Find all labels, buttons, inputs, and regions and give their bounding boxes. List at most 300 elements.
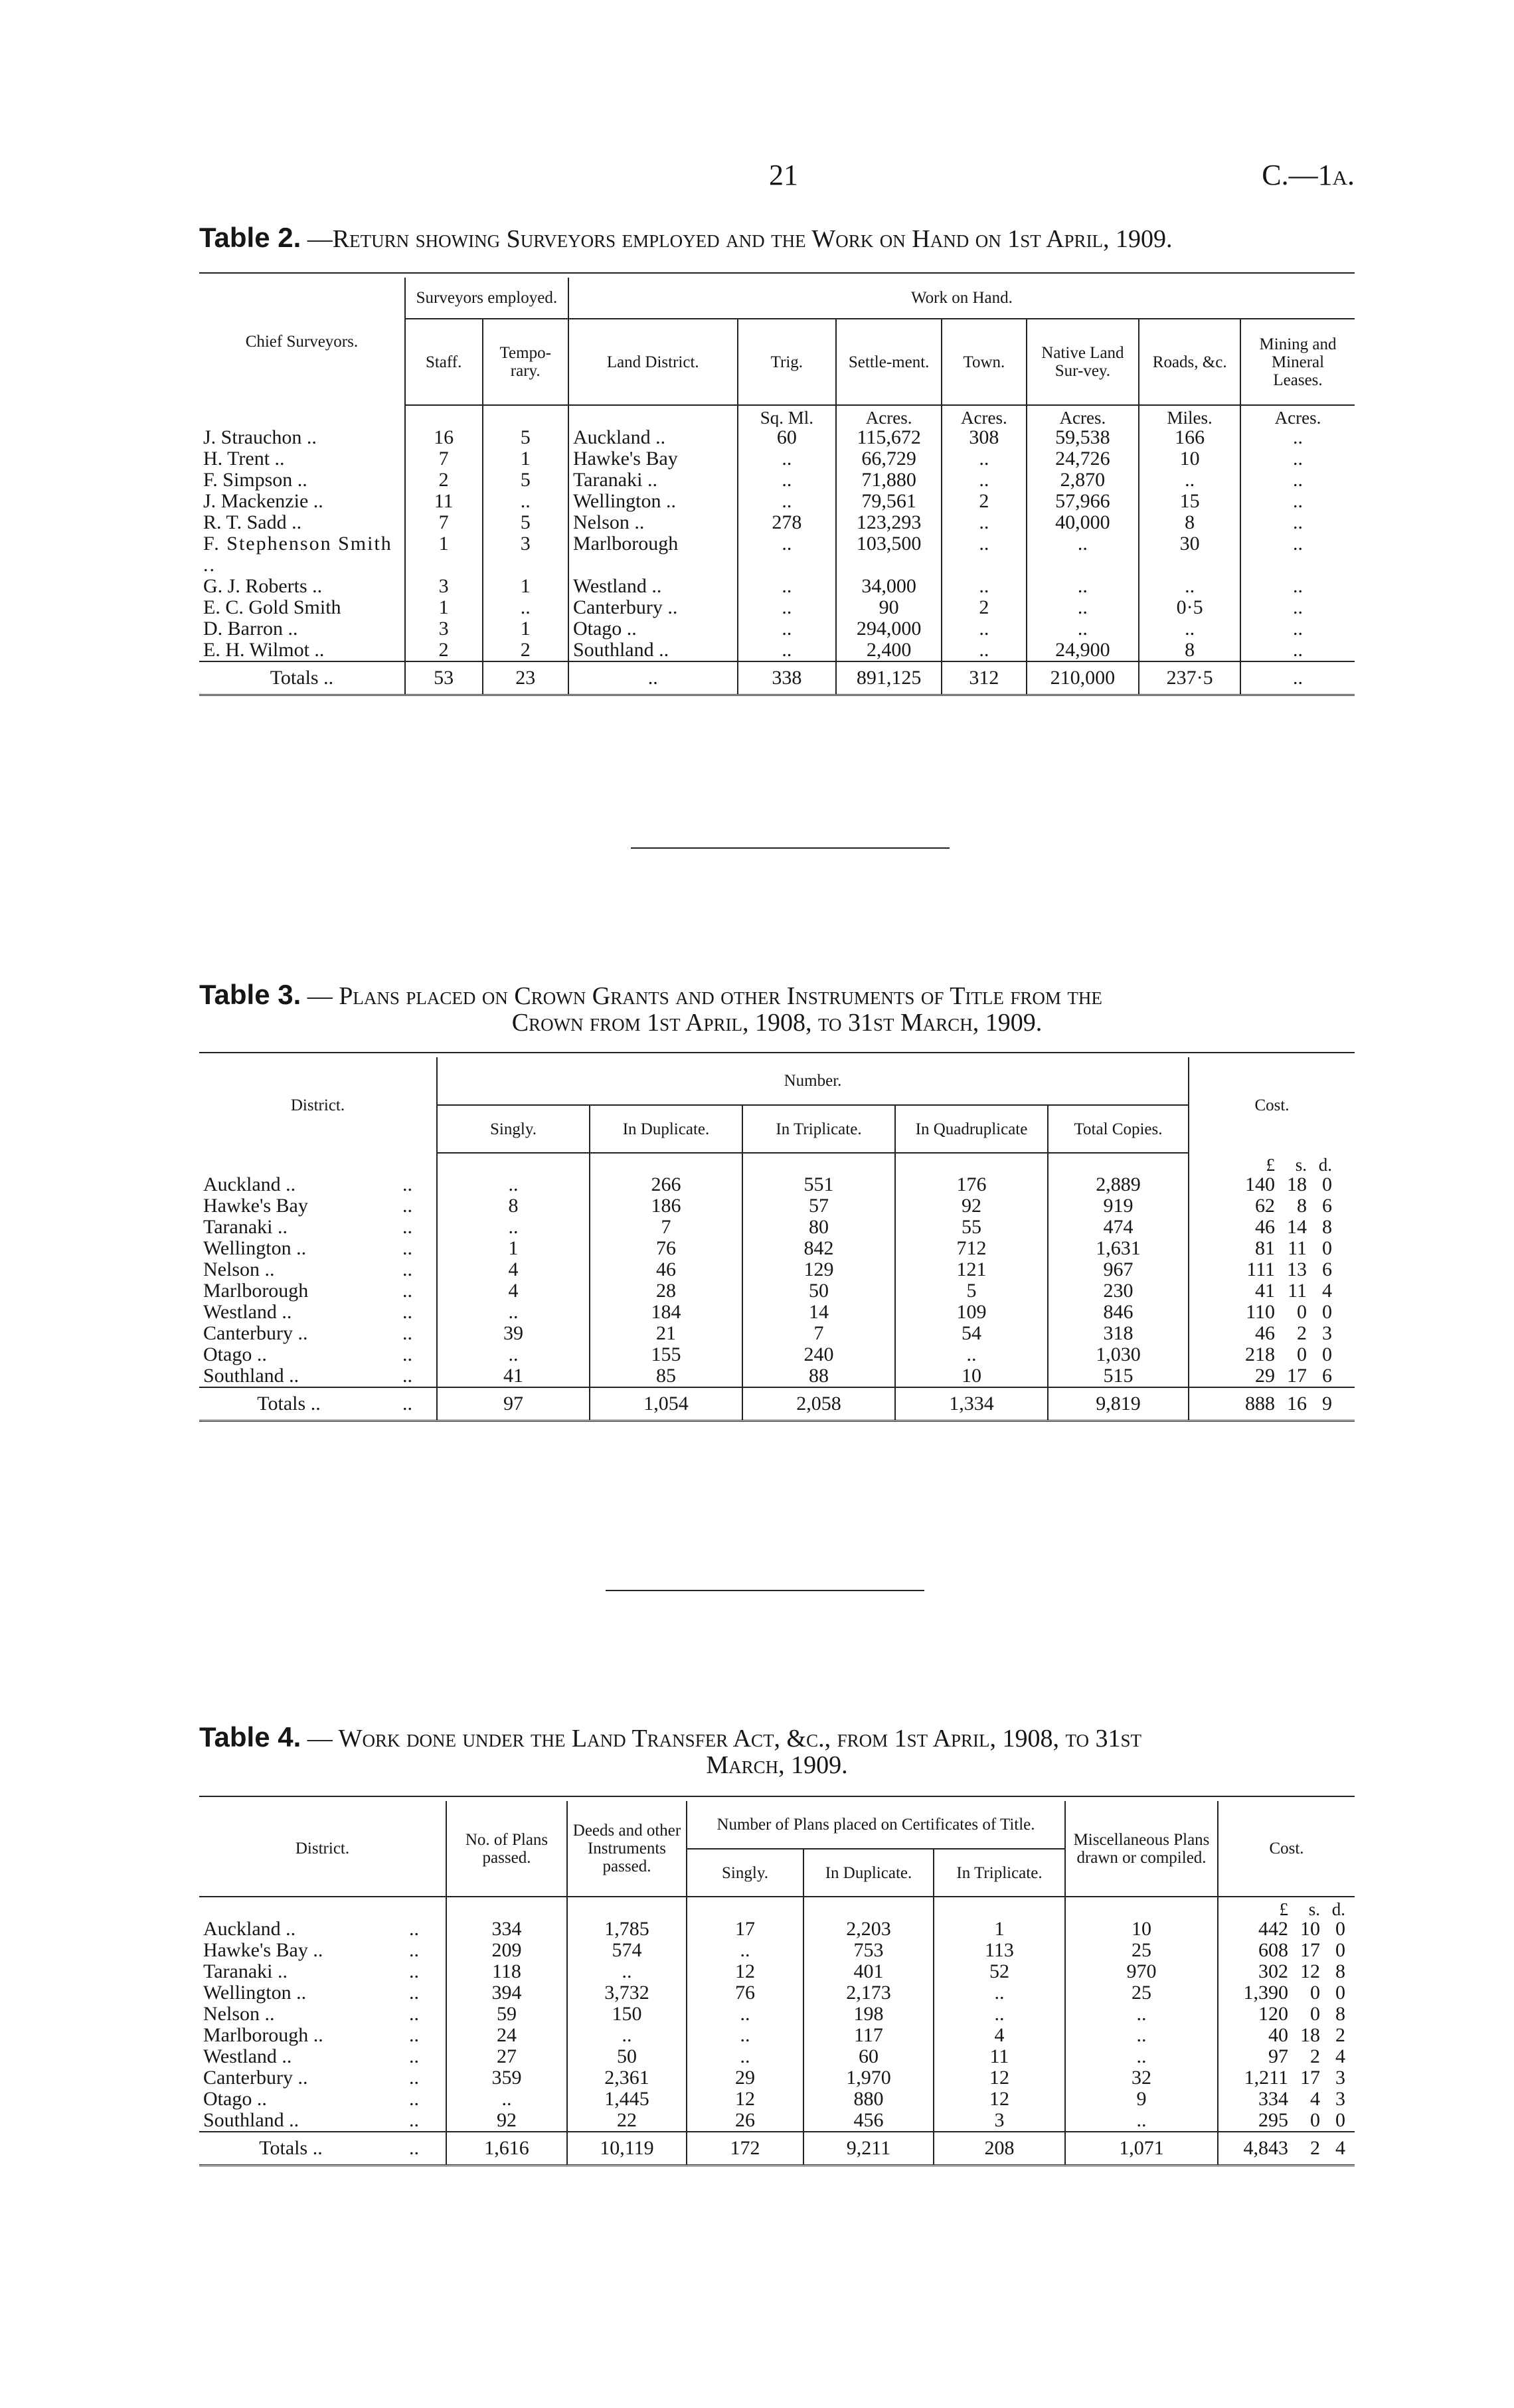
table4-leader-dots: .. [409,2110,419,2131]
table3-leader-dots: .. [402,1344,412,1365]
table3-singly: .. [437,1302,590,1323]
table3-col-quadruplicate: In Quadruplicate [895,1105,1048,1153]
table3-cost-shillings: 13 [1287,1259,1307,1280]
table3-singly: .. [437,1174,590,1195]
table4-plans-passed: 24 [446,2025,567,2046]
table2-temporary: 1 [483,618,568,640]
table2-land-district: Hawke's Bay [572,448,678,470]
table2-row [199,533,1355,576]
table3-cost-shillings: 0 [1297,1344,1307,1365]
table4-duplicate: 753 [803,1940,934,1961]
table2-body [199,427,1355,661]
table2-native: .. [1027,618,1139,640]
table2-surveyor-name: J. Strauchon .. [203,427,317,448]
table2-land-district: Nelson .. [572,512,645,533]
table2-temporary: 5 [483,470,568,491]
table4-deeds: 50 [567,2046,687,2067]
table3-total-copies: 318 [1048,1323,1189,1344]
table3-grid [199,1057,1355,1422]
table3-total-pence: 9 [1322,1393,1333,1415]
table2-trig: .. [738,470,837,491]
table3-duplicate: 76 [590,1238,742,1259]
table4-singly: 76 [687,1982,803,2004]
table3-quadruplicate: 109 [895,1302,1048,1323]
table3-singly: .. [437,1344,590,1365]
table4-cost-unit-pence: d. [1331,1899,1345,1919]
table3-cost-pence: 6 [1322,1259,1333,1280]
table3-singly: 1 [437,1238,590,1259]
table4-cost-cell [1218,2067,1355,2089]
table4-misc: .. [1065,2025,1218,2046]
table2-settlement: 294,000 [836,618,942,640]
table4-duplicate: 2,203 [803,1919,934,1940]
table2-trig: 60 [738,427,837,448]
table3-title-line1: — Plans placed on Crown Grants and other Instruments of Title from the [307,982,1102,1010]
page-header [199,158,1355,198]
table4-units-row [199,1897,1355,1919]
table4-duplicate: 198 [803,2004,934,2025]
table2-staff: 7 [405,512,483,533]
table4-row [199,2089,1355,2110]
table4-totals-row [199,2132,1355,2166]
table4-totals-label: Totals .. [199,2132,382,2166]
table4-cost-pence: 3 [1335,2089,1345,2110]
table4-total-shillings: 2 [1310,2137,1320,2159]
table3-triplicate: 842 [742,1238,895,1259]
table2-surveyor-name: E. H. Wilmot .. [203,640,325,661]
table2-town: .. [942,470,1026,491]
table2-total-district: .. [568,661,738,695]
table2-col-settlement: Settle-ment. [836,319,942,405]
table3-quadruplicate: 92 [895,1195,1048,1217]
table4-total-pounds: 4,843 [1243,2137,1288,2159]
section-divider [606,1590,924,1591]
table3-district: Wellington .. [203,1238,307,1259]
table2-town: 308 [942,427,1026,448]
table2-mining: .. [1240,597,1355,618]
table4-plans-passed: 209 [446,1940,567,1961]
table2-total-native: 210,000 [1027,661,1139,695]
table4-cost-shillings: 10 [1300,1919,1320,1940]
table4-plans-passed: 92 [446,2110,567,2132]
table2-roads: 30 [1139,533,1240,576]
table3-quadruplicate: .. [895,1344,1048,1365]
table3-leader-dots: .. [402,1280,412,1302]
table2-settlement: 2,400 [836,640,942,661]
table3-total-copies: 515 [1048,1365,1189,1387]
table4-col-duplicate: In Duplicate. [803,1849,934,1897]
table2-trig: .. [738,640,837,661]
table3-cost-pence: 6 [1322,1365,1333,1387]
table2-mining: .. [1240,470,1355,491]
table4-cost-pence: 3 [1335,2067,1345,2089]
table3-cost-unit-shillings: s. [1295,1155,1307,1174]
table4-deeds: 3,732 [567,1982,687,2004]
table3-cost-shillings: 8 [1297,1195,1307,1217]
table2-roads: 166 [1139,427,1240,448]
table4-misc: 25 [1065,1982,1218,2004]
table3-district: Marlborough [203,1280,309,1302]
table3-leader-dots: .. [402,1195,412,1217]
table4-misc: .. [1065,2046,1218,2067]
table4-plans-passed: 359 [446,2067,567,2089]
table3-cost-shillings: 14 [1287,1217,1307,1238]
table3-leader-dots: .. [402,1323,412,1344]
table2-mining: .. [1240,640,1355,661]
table2-staff: 3 [405,618,483,640]
table3-row [199,1238,1355,1259]
table2-surveyor-name: J. Mackenzie .. [203,491,323,512]
table3-body [199,1174,1355,1387]
table4-col-triplicate: In Triplicate. [934,1849,1065,1897]
table3-cost-cell [1189,1174,1355,1195]
table4-triplicate: 3 [934,2110,1065,2132]
table4-cost-pounds: 120 [1258,2004,1288,2025]
table4-triplicate: 4 [934,2025,1065,2046]
table3-col-number-group: Number. [437,1057,1189,1105]
table4-col-deeds: Deeds and other Instruments passed. [567,1801,687,1897]
table4-district: Wellington .. [203,1982,307,2004]
table3-cost-shillings: 11 [1288,1238,1307,1259]
table3-singly: 8 [437,1195,590,1217]
table3-row [199,1323,1355,1344]
table3-top-rule [199,1052,1355,1053]
table3-district: Hawke's Bay [203,1195,308,1217]
table2-col-chief: Chief Surveyors. [245,332,359,351]
table3-total-copies: 967 [1048,1259,1189,1280]
table4-singly: 12 [687,2089,803,2110]
table4-label: Table 4. [199,1721,301,1753]
table4-duplicate: 456 [803,2110,934,2132]
table4-leader-dots: .. [409,2046,419,2067]
table3-leader-dots: .. [402,1365,412,1387]
table2-trig: 278 [738,512,837,533]
table3-total-copies: 1,030 [1048,1344,1189,1365]
table3-col-triplicate: In Triplicate. [742,1105,895,1153]
table4-cost-pence: 4 [1335,2046,1345,2067]
table3-quadruplicate: 55 [895,1217,1048,1238]
table4-leader-dots: .. [409,1940,419,1961]
table3 [199,1057,1355,1422]
table4-cost-pounds: 302 [1258,1961,1288,1982]
table2-col-land-district: Land District. [568,319,738,405]
table2-town: .. [942,512,1026,533]
document-reference: C.—1a. [1262,159,1355,191]
table4-row [199,2025,1355,2046]
table2-land-district: Taranaki .. [572,470,657,491]
table2-native: 2,870 [1027,470,1139,491]
table3-triplicate: 57 [742,1195,895,1217]
table4-col-plans-passed: No. of Plans passed. [446,1801,567,1897]
table4-triplicate: 12 [934,2089,1065,2110]
table4-district: Auckland .. [203,1919,296,1940]
table2-staff: 2 [405,640,483,661]
table4-leader-dots: .. [409,1982,419,2004]
table2-settlement: 103,500 [836,533,942,576]
table4-singly: 17 [687,1919,803,1940]
table2-col-trig: Trig. [738,319,837,405]
table4-misc: .. [1065,2110,1218,2132]
table3-total-copies: 1,631 [1048,1238,1189,1259]
table2-unit: Miles. [1139,405,1240,427]
table4-total-duplicate: 9,211 [803,2132,934,2166]
table2-surveyor-name: F. Simpson .. [203,470,307,491]
table4-row [199,1982,1355,2004]
table2-land-district: Auckland .. [572,427,666,448]
table2-row [199,427,1355,448]
table4-total-pence: 4 [1335,2137,1345,2159]
table2-row [199,470,1355,491]
table4-singly: .. [687,2025,803,2046]
table4-row [199,2004,1355,2025]
table4-col-district: District. [295,1840,350,1857]
table4-cost-shillings: 4 [1310,2089,1320,2110]
table3-cost-unit-pence: d. [1318,1155,1333,1174]
section-divider [631,847,950,849]
table2-temporary: .. [483,491,568,512]
table2-mining: .. [1240,576,1355,597]
table4-deeds: 1,785 [567,1919,687,1940]
table3-row [199,1174,1355,1195]
table4-cost-pounds: 1,390 [1243,1982,1288,2004]
table2-label: Table 2. [199,222,301,253]
table3-singly: 4 [437,1280,590,1302]
table2-surveyor-name: H. Trent .. [203,448,285,470]
table4-misc: 32 [1065,2067,1218,2089]
table3-leader-dots: .. [402,1302,412,1323]
table4-district: Marlborough .. [203,2025,323,2046]
table2-native: 24,900 [1027,640,1139,661]
table4-deeds: 2,361 [567,2067,687,2089]
table4-duplicate: 2,173 [803,1982,934,2004]
table4-cost-cell [1218,1940,1355,1961]
table3-quadruplicate: 54 [895,1323,1048,1344]
table4-cost-pence: 0 [1335,1982,1345,2004]
table4-leader-dots: .. [409,2067,419,2089]
table3-cost-pence: 3 [1322,1323,1333,1344]
table2-title: —Return showing Surveyors employed and the Work on Hand on 1st April, 1909. [307,225,1173,253]
table2-unit: Acres. [836,405,942,427]
table2-unit: Acres. [942,405,1026,427]
table4-district: Hawke's Bay .. [203,1940,323,1961]
table2-col-work-group: Work on Hand. [568,278,1355,319]
table4-title-line2: March, 1909. [706,1751,848,1779]
table2-settlement: 123,293 [836,512,942,533]
table2-roads: 15 [1139,491,1240,512]
table3-col-total-copies: Total Copies. [1048,1105,1189,1153]
table3-duplicate: 85 [590,1365,742,1387]
table3-triplicate: 14 [742,1302,895,1323]
table4 [199,1801,1355,2166]
table4-deeds: 1,445 [567,2089,687,2110]
table4-cost-pounds: 40 [1268,2025,1288,2046]
table4-district: Otago .. [203,2089,267,2110]
table4-leader-dots: .. [409,1961,419,1982]
table2 [199,278,1355,696]
table3-district: Canterbury .. [203,1323,308,1344]
table2-surveyor-name: G. J. Roberts .. [203,576,323,597]
table3-cost-pounds: 140 [1245,1174,1276,1195]
table3-duplicate: 7 [590,1217,742,1238]
table4-cost-cell [1218,2025,1355,2046]
table3-totals-label: Totals .. [199,1387,378,1421]
table4-triplicate: 12 [934,2067,1065,2089]
table4-col-misc: Miscellaneous Plans drawn or compiled. [1065,1801,1218,1897]
table3-duplicate: 46 [590,1259,742,1280]
table4-cost-pence: 0 [1335,1919,1345,1940]
table4-leader-dots: .. [409,1919,419,1940]
table2-grid [199,278,1355,696]
table4-cost-shillings: 0 [1310,2110,1320,2131]
table3-triplicate: 80 [742,1217,895,1238]
table4-deeds: 150 [567,2004,687,2025]
table3-total-copies: 919 [1048,1195,1189,1217]
table4-cost-pence: 0 [1335,1940,1345,1961]
table3-quadruplicate: 712 [895,1238,1048,1259]
table4-cost-pounds: 608 [1258,1940,1288,1961]
table3-cost-cell [1189,1217,1355,1238]
table3-cost-shillings: 11 [1288,1280,1307,1302]
table4-singly: 29 [687,2067,803,2089]
table3-title-line2: Crown from 1st April, 1908, to 31st March, 1909. [511,1009,1043,1037]
table4-cost-cell [1218,1919,1355,1940]
table4-title-line1: — Work done under the Land Transfer Act, &c., from 1st April, 1908, to 31st [307,1725,1142,1753]
table2-row [199,640,1355,661]
table3-cost-pounds: 41 [1255,1280,1276,1302]
table4-plans-passed: 394 [446,1982,567,2004]
table3-cost-cell [1189,1259,1355,1280]
table2-town: .. [942,576,1026,597]
table2-surveyor-name: D. Barron .. [203,618,298,640]
table2-staff: 7 [405,448,483,470]
table2-mining: .. [1240,512,1355,533]
table4-deeds: 574 [567,1940,687,1961]
table2-col-native: Native Land Sur-vey. [1027,319,1139,405]
table2-mining: .. [1240,618,1355,640]
table2-row [199,512,1355,533]
table4-cost-cell [1218,2046,1355,2067]
table4-cost-unit-shillings: s. [1308,1899,1320,1919]
table4-cost-cell [1218,2110,1355,2132]
table3-district: Taranaki .. [203,1217,288,1238]
table4-triplicate: 52 [934,1961,1065,1982]
table4-cost-pounds: 442 [1258,1919,1288,1940]
table3-quadruplicate: 176 [895,1174,1048,1195]
table2-units-row [199,405,1355,427]
table2-trig: .. [738,597,837,618]
table2-staff: 3 [405,576,483,597]
table2-temporary: 2 [483,640,568,661]
table2-total-temporary: 23 [483,661,568,695]
table3-cost-pence: 6 [1322,1195,1333,1217]
table2-total-mining: .. [1240,661,1355,695]
table2-mining: .. [1240,491,1355,512]
table3-row [199,1344,1355,1365]
table4-leader-dots: .. [409,2004,419,2025]
table2-row [199,491,1355,512]
table4-duplicate: 117 [803,2025,934,2046]
table4-district: Westland .. [203,2046,292,2067]
table3-leader-dots: .. [402,1238,412,1259]
table2-land-district: Westland .. [572,576,662,597]
table3-duplicate: 28 [590,1280,742,1302]
table4-cost-pounds: 97 [1268,2046,1288,2067]
table2-mining: .. [1240,533,1355,576]
table2-staff: 16 [405,427,483,448]
table3-row [199,1217,1355,1238]
table4-misc: 25 [1065,1940,1218,1961]
table4-cost-cell [1218,2004,1355,2025]
table4-caption [199,1721,1355,1779]
table4-top-rule [199,1796,1355,1797]
table2-roads: 8 [1139,512,1240,533]
table3-cost-pounds: 110 [1246,1302,1276,1323]
table3-district: Westland .. [203,1302,292,1323]
table3-leader-dots: .. [402,1259,412,1280]
table3-total-copies: 9,819 [1048,1387,1189,1421]
table2-temporary: 3 [483,533,568,576]
table3-cost-pence: 0 [1322,1238,1333,1259]
table4-row [199,1961,1355,1982]
table3-col-cost: Cost. [1189,1057,1355,1153]
table2-settlement: 66,729 [836,448,942,470]
table3-cost-shillings: 17 [1287,1365,1307,1387]
table3-cost-shillings: 18 [1287,1174,1307,1195]
table4-total-triplicate: 208 [934,2132,1065,2166]
table4-triplicate: 1 [934,1919,1065,1940]
table2-temporary: 1 [483,576,568,597]
table2-col-staff: Staff. [405,319,483,405]
table4-cost-shillings: 17 [1300,2067,1320,2089]
table2-row [199,576,1355,597]
table4-leader-dots: .. [409,2025,419,2046]
table3-total-copies: 230 [1048,1280,1189,1302]
table3-total-duplicate: 1,054 [590,1387,742,1421]
table4-cost-pence: 8 [1335,2004,1345,2025]
table4-cost-pence: 2 [1335,2025,1345,2046]
table2-land-district: Marlborough [572,533,679,555]
table3-total-singly: 97 [437,1387,590,1421]
table3-cost-pounds: 46 [1255,1217,1276,1238]
table2-town: 2 [942,597,1026,618]
table3-duplicate: 155 [590,1344,742,1365]
table2-town: .. [942,618,1026,640]
table4-grid [199,1801,1355,2166]
table2-surveyor-name: F. Stephenson Smith .. [203,533,392,576]
table3-duplicate: 184 [590,1302,742,1323]
table2-total-settlement: 891,125 [836,661,942,695]
table4-deeds: .. [567,2025,687,2046]
table4-duplicate: 1,970 [803,2067,934,2089]
table4-district: Taranaki .. [203,1961,288,1982]
table3-cost-pounds: 62 [1255,1195,1276,1217]
table4-col-cost: Cost. [1218,1801,1355,1897]
table2-totals-row [199,661,1355,695]
table3-triplicate: 129 [742,1259,895,1280]
table3-singly: 39 [437,1323,590,1344]
table3-district: Otago .. [203,1344,267,1365]
table3-cost-pounds: 81 [1255,1238,1276,1259]
table2-trig: .. [738,491,837,512]
table2-land-district: Southland .. [572,640,669,661]
table2-native: 24,726 [1027,448,1139,470]
table4-col-certificates-group: Number of Plans placed on Certificates of Title. [687,1801,1065,1849]
table4-duplicate: 880 [803,2089,934,2110]
table4-cost-shillings: 17 [1300,1940,1320,1961]
table4-cost-pence: 0 [1335,2110,1345,2131]
table3-leader-dots: .. [402,1217,412,1238]
table4-singly: .. [687,2046,803,2067]
